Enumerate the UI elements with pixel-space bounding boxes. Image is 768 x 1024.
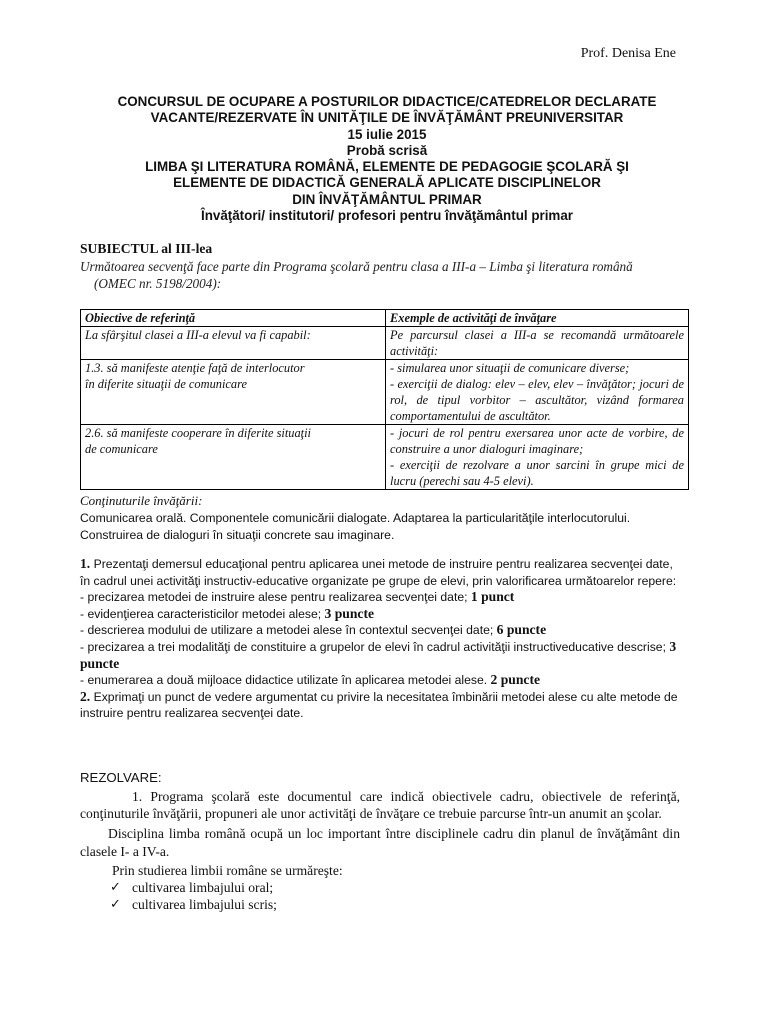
document-header — [80, 94, 694, 224]
content-text — [80, 510, 690, 543]
question-number: 2. — [80, 688, 91, 704]
points: 3 puncte — [80, 638, 677, 671]
header-line: DIN ÎNVĂŢĂMÂNTUL PRIMAR — [292, 191, 482, 207]
table-cell — [386, 360, 689, 425]
points: 3 puncte — [324, 605, 375, 621]
activity-item: - simularea unor situaţii de comunicare diverse; — [390, 361, 630, 375]
requirement-item — [80, 606, 680, 623]
list-item-text: cultivarea limbajului oral; — [132, 880, 274, 896]
resolution-text — [80, 788, 680, 913]
paragraph: Disciplina limba română ocupă un loc important între disciplinele cadru din planul de învăţământ din clasele I- a IV-a. — [80, 826, 680, 859]
checkmark-icon: ✓ — [110, 880, 121, 896]
table-row — [81, 425, 689, 490]
header-line: VACANTE/REZERVATE ÎN UNITĂŢILE DE ÎNVĂŢĂMÂNT PREUNIVERSITAR — [150, 110, 624, 126]
checkmark-icon: ✓ — [110, 897, 121, 913]
requirement-text: - descrierea modului de utilizare a metodei alese în contextul secvenţei date; — [80, 623, 497, 638]
question-text: Prezentaţi demersul educaţional pentru aplicarea unei metode de instruire pentru realizarea secvenţei date, în cadrul unei activităţi instructiv-educative organizate pe grupe de elevi, prin valorificarea următoarelor repere: — [80, 557, 677, 588]
requirement-text: - enumerarea a două mijloace didactice utilizate în aplicarea metodei alese. — [80, 673, 491, 688]
paragraph: 1. Programa şcolară este documentul care indică obiectivele cadru, obiectivele de referinţă, conţinuturile învăţării, propuneri ale unor activităţi de învăţare ce trebuie parcurse într-un anumit an şcolar. — [80, 789, 680, 822]
subject-title: SUBIECTUL al III-lea — [80, 241, 213, 256]
table-cell — [81, 360, 386, 425]
requirement-item — [80, 672, 680, 689]
paragraph: Prin studierea limbii române se urmăreşte: — [112, 862, 343, 878]
activity-item: - exerciţii de dialog: elev – elev, elev – învăţător; jocuri de rol, de tipul vorbitor – ascultător, vizând formarea comportamentului de ascultător. — [390, 377, 684, 423]
points: 6 puncte — [496, 622, 547, 638]
table-header-activities: Exemple de activităţi de învăţare — [386, 310, 689, 327]
questions-section — [80, 556, 680, 722]
intro-text — [80, 258, 700, 292]
resolution-heading: REZOLVARE: — [80, 770, 162, 785]
requirement-item — [80, 622, 680, 639]
table-row — [81, 327, 689, 360]
table-cell — [386, 425, 689, 490]
header-line: CONCURSUL DE OCUPARE A POSTURILOR DIDACTICE/CATEDRELOR DECLARATE — [117, 94, 657, 109]
requirement-item — [80, 589, 680, 606]
activity-item: - exerciţii de rezolvare a unor sarcini în grupe mici de lucru (perechi sau 4-5 elevi). — [390, 458, 684, 488]
header-line: LIMBA ŞI LITERATURA ROMÂNĂ, ELEMENTE DE PEDAGOGIE ŞCOLARĂ ŞI — [145, 159, 629, 175]
question-2 — [80, 689, 680, 722]
list-item — [110, 896, 680, 913]
header-audience: Învăţători/ institutori/ profesori pentru învăţământul primar — [200, 208, 573, 224]
list-item-text: cultivarea limbajului scris; — [132, 897, 277, 913]
question-number: 1. — [80, 556, 91, 571]
intro-reference: (OMEC nr. 5198/2004): — [94, 276, 222, 291]
table-cell: Pe parcursul clasei a III-a se recomandă următoarele activităţi: — [386, 327, 689, 360]
table-header-objectives: Obiective de referinţă — [81, 310, 386, 327]
objectives-table — [80, 309, 689, 490]
exam-date: 15 iulie 2015 — [347, 126, 427, 142]
content-line: Comunicarea orală. Componentele comunicării dialogate. Adaptarea la particularităţile interlocutorului. — [80, 511, 631, 525]
list-item — [110, 879, 680, 896]
table-header-row — [81, 310, 689, 327]
requirement-text: - precizarea metodei de instruire alese pentru realizarea secvenţei date; — [80, 590, 471, 605]
question-text: Exprimaţi un punct de vedere argumentat cu privire la necesitatea îmbinării metodei alese cu alte metode de instruire pentru realizarea secvenţei date. — [80, 689, 678, 721]
intro-line: Următoarea secvenţă face parte din Programa şcolară pentru clasa a III-a – Limba şi literatura română — [80, 259, 633, 274]
question-1 — [80, 556, 680, 589]
requirement-text: - evidenţierea caracteristicilor metodei alese; — [80, 606, 325, 621]
author-name: Prof. Denisa Ene — [580, 46, 676, 61]
table-row — [81, 360, 689, 425]
table-cell: La sfârşitul clasei a III-a elevul va fi capabil: — [81, 327, 386, 360]
activity-item: - jocuri de rol pentru exersarea unor acte de vorbire, de construire a unor dialoguri imaginare; — [390, 426, 684, 456]
requirement-text: - precizarea a trei modalităţi de constituire a grupelor de elevi în cadrul activităţii instructiveducative descrise; — [80, 639, 670, 654]
objective-text: 1.3. să manifeste atenţie faţă de interlocutor în diferite situaţii de comunicare — [85, 361, 305, 391]
header-line: ELEMENTE DE DIDACTICĂ GENERALĂ APLICATE DISCIPLINELOR — [173, 175, 601, 191]
content-label: Conţinuturile învăţării: — [80, 493, 203, 508]
table-cell — [81, 425, 386, 490]
requirement-item — [80, 639, 680, 672]
content-line: Construirea de dialoguri în situaţii concrete sau imaginare. — [80, 527, 395, 542]
points: 2 puncte — [490, 672, 541, 688]
objective-text: 2.6. să manifeste cooperare în diferite situaţii de comunicare — [85, 426, 311, 456]
points: 1 punct — [470, 589, 515, 605]
bullet-list — [80, 879, 680, 913]
exam-type: Probă scrisă — [346, 142, 428, 158]
